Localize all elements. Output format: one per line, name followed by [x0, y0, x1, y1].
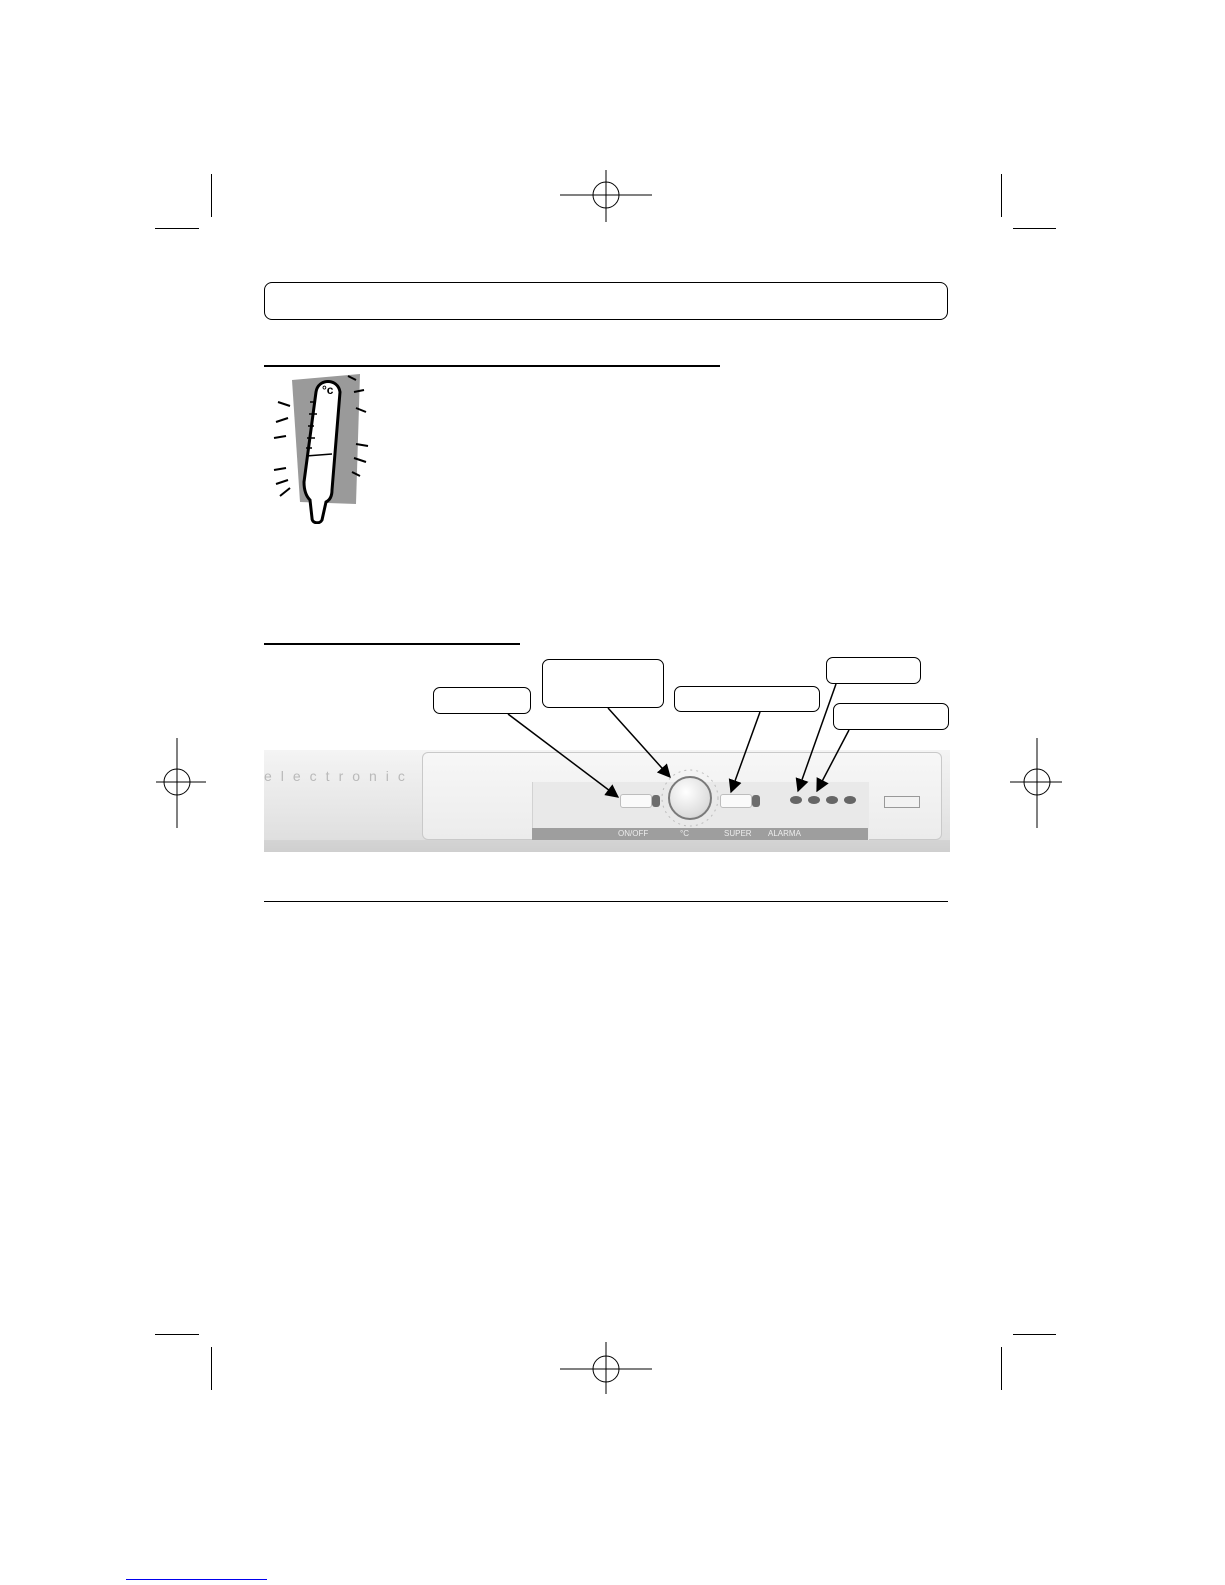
link-underline	[126, 1579, 267, 1580]
strip-label-super: SUPER	[724, 829, 752, 838]
strip-label-on-off: ON/OFF	[618, 829, 649, 838]
panel-brand-text-1: electronic	[264, 768, 414, 784]
strip-label-alarma: ALARMA	[768, 829, 801, 838]
strip-label-temperature: °C	[680, 829, 689, 838]
svg-text:°c: °c	[322, 383, 334, 397]
